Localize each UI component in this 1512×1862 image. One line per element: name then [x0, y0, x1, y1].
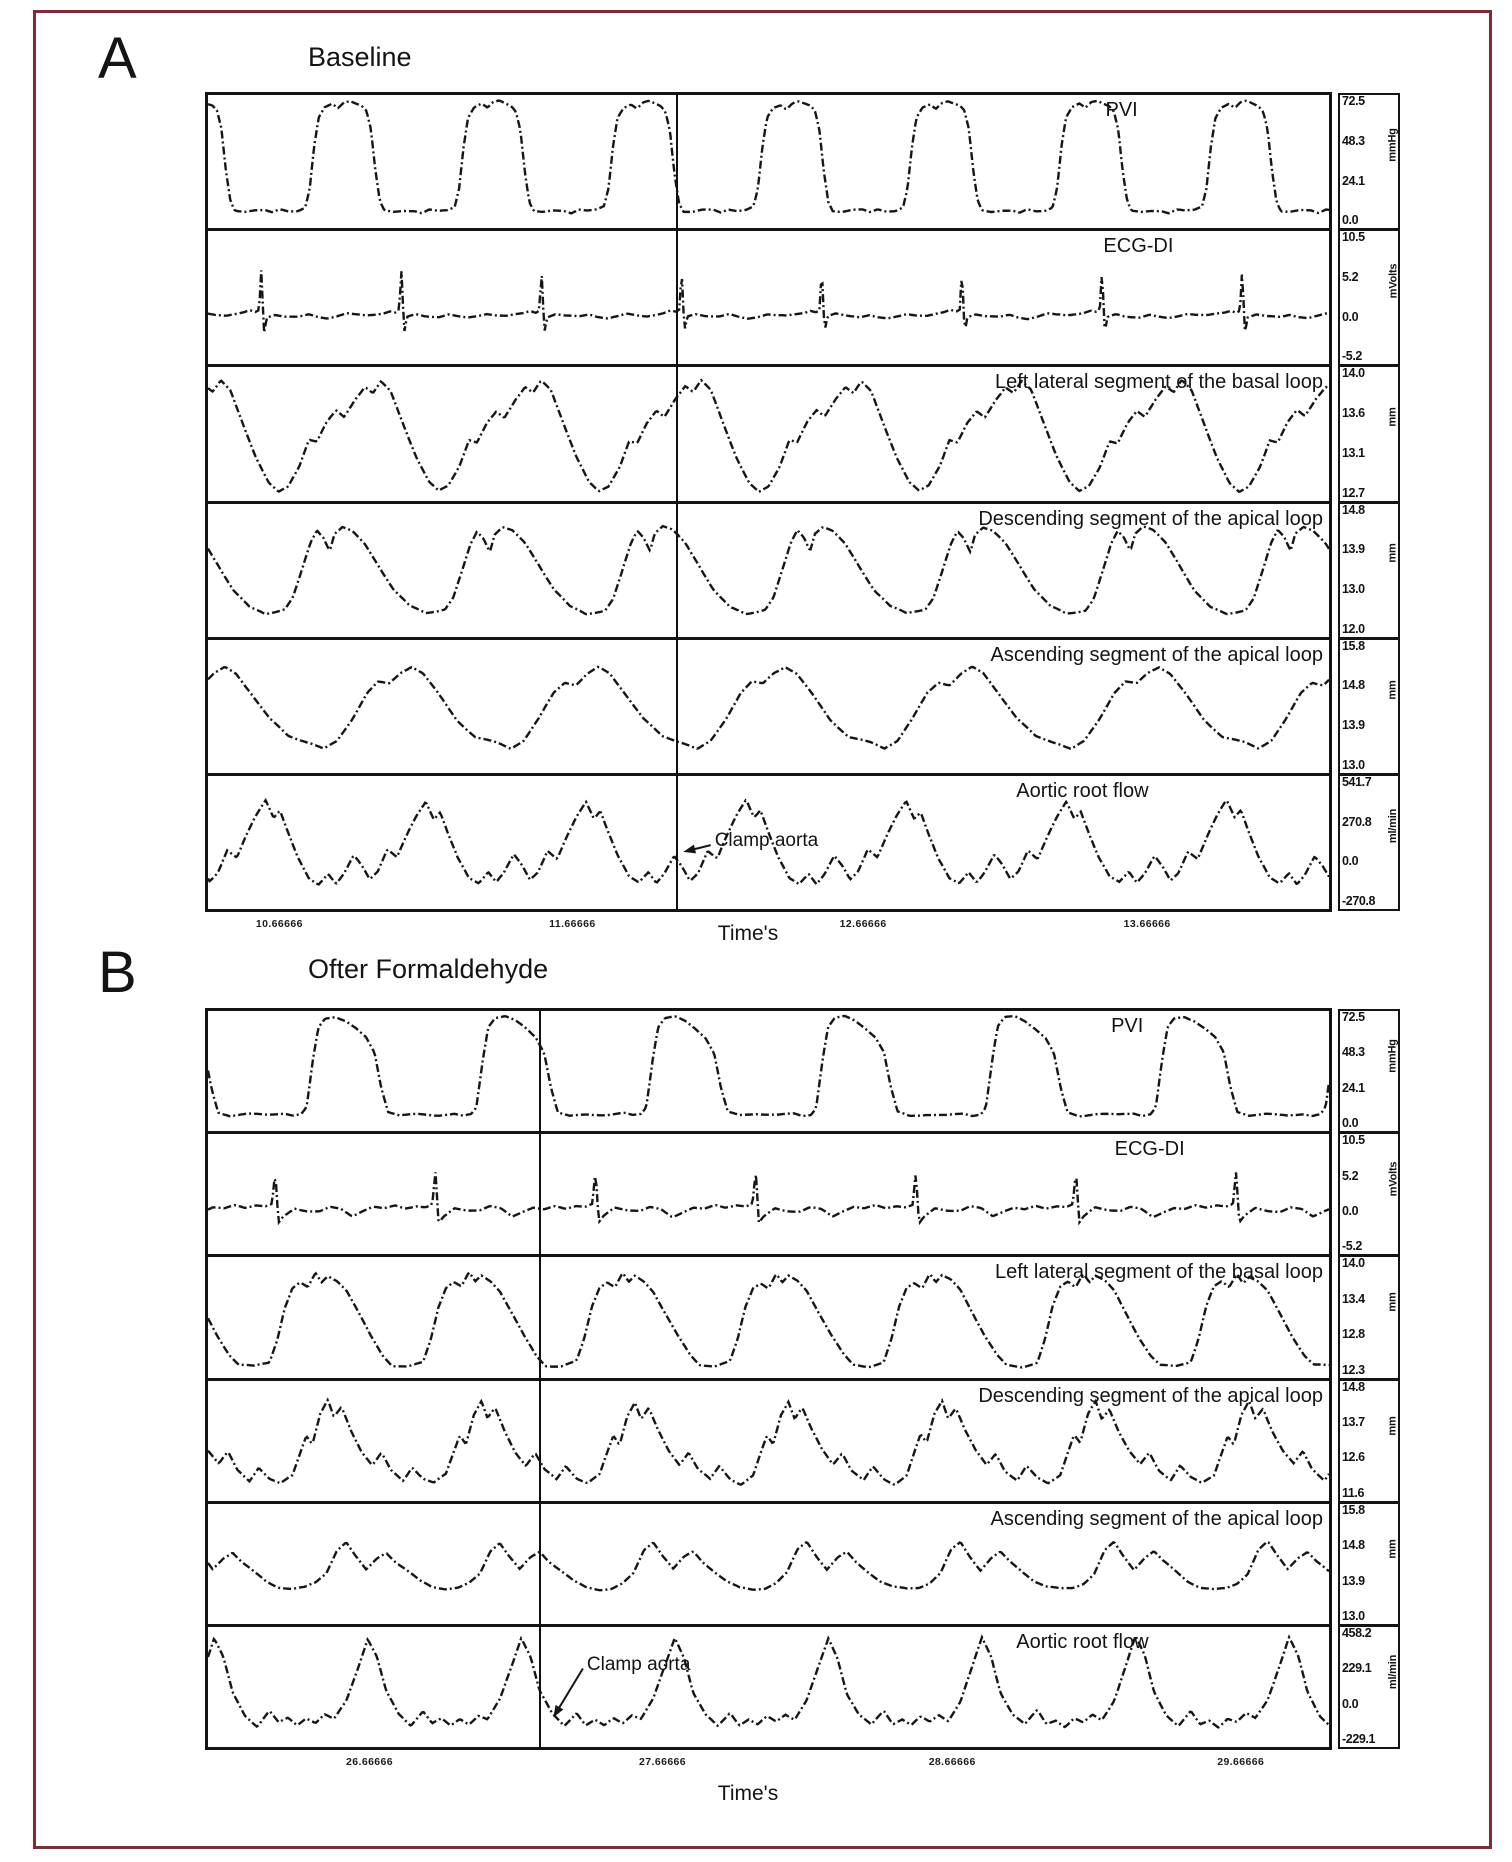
y-tick-value: 5.2: [1342, 1168, 1359, 1183]
trace-label-aortic-root-flow: Aortic root flow: [1016, 779, 1149, 802]
y-tick-value: 12.8: [1342, 1327, 1365, 1342]
y-tick-value: 72.5: [1342, 1010, 1365, 1024]
annotation-clamp-aorta: Clamp aorta: [714, 830, 819, 852]
y-tick-value: 24.1: [1342, 173, 1365, 188]
y-tick-value: 72.5: [1342, 94, 1365, 108]
unit-label: mm: [1387, 543, 1400, 564]
y-tick-value: 14.8: [1342, 1379, 1365, 1394]
y-tick-value: 48.3: [1342, 133, 1365, 148]
scale-box-descending-segment-of-the-apical-loop: [1338, 502, 1400, 639]
scale-box-ecg-di: [1338, 1132, 1400, 1256]
y-tick-value: 14.8: [1342, 502, 1365, 517]
unit-label: mm: [1387, 1539, 1400, 1559]
panel-b-title: Ofter Formaldehyde: [308, 954, 549, 984]
unit-label: mm: [1387, 1415, 1400, 1436]
x-tick-label: 10.66666: [255, 918, 303, 930]
trace-label-ascending-segment-of-the-apical-loop: Ascending segment of the apical loop: [990, 643, 1323, 666]
trace-row-left-lateral-segment-of-the-basal-loop: [208, 364, 1400, 500]
trace-label-left-lateral-segment-of-the-basal-loop: Left lateral segment of the basal loop: [995, 371, 1323, 394]
trace-label-ascending-segment-of-the-apical-loop: Ascending segment of the apical loop: [990, 1507, 1323, 1530]
unit-label: mVolts: [1387, 263, 1400, 299]
y-tick-value: 13.9: [1342, 542, 1365, 557]
cursor-line: [676, 95, 678, 909]
y-tick-value: 13.0: [1342, 757, 1365, 772]
scale-box-aortic-root-flow: [1338, 1625, 1400, 1749]
y-tick-value: 13.0: [1342, 1608, 1365, 1623]
trace-label-pvi: PVI: [1105, 99, 1138, 121]
y-tick-value: 0.0: [1342, 1696, 1359, 1711]
trace-label-ecg-di: ECG-DI: [1103, 235, 1174, 258]
unit-label: mmHg: [1387, 128, 1399, 162]
scale-box-ascending-segment-of-the-apical-loop: [1338, 638, 1400, 775]
waveform-path: [208, 271, 1329, 333]
trace-row-ascending-segment-of-the-apical-loop: [208, 637, 1400, 773]
trace-row-ecg-di: [208, 228, 1400, 364]
trace-row-left-lateral-segment-of-the-basal-loop: [208, 1254, 1400, 1377]
x-tick-label: 13.66666: [1123, 918, 1171, 930]
y-tick-value: 0.0: [1342, 1116, 1359, 1131]
waveform-path: [208, 1273, 1329, 1368]
unit-label: ml/min: [1387, 1654, 1399, 1690]
x-tick-label: 27.66666: [639, 1756, 687, 1768]
trace-label-descending-segment-of-the-apical-loop: Descending segment of the apical loop: [978, 507, 1323, 530]
unit-label: mm: [1387, 1292, 1400, 1312]
waveform-path: [208, 1172, 1329, 1222]
panel-a-plot-stack: [205, 92, 1400, 912]
y-tick-value: 11.6: [1342, 1485, 1365, 1500]
trace-row-descending-segment-of-the-apical-loop: [208, 501, 1400, 637]
scale-box-left-lateral-segment-of-the-basal-loop: [1338, 1255, 1400, 1379]
panel-b-x-axis-title: Time's: [717, 1782, 779, 1805]
waveform-path: [208, 667, 1329, 749]
annotation-clamp-aorta: Clamp aorta: [586, 1653, 691, 1675]
panel-b-letter: B: [98, 940, 138, 1005]
y-tick-value: 13.0: [1342, 582, 1365, 597]
waveform-path: [208, 1541, 1329, 1589]
y-tick-value: 13.6: [1342, 406, 1365, 421]
y-tick-value: 0.0: [1342, 309, 1359, 324]
y-tick-value: 13.9: [1342, 1573, 1365, 1588]
scale-box-left-lateral-segment-of-the-basal-loop: [1338, 365, 1400, 502]
panel-b-plot-stack: [205, 1008, 1400, 1750]
y-tick-value: 14.0: [1342, 366, 1365, 381]
waveform-path: [208, 1016, 1329, 1116]
y-tick-value: 541.7: [1342, 774, 1372, 789]
y-tick-value: 13.1: [1342, 445, 1365, 460]
unit-label: ml/min: [1387, 808, 1399, 843]
y-tick-value: 0.0: [1342, 1204, 1359, 1219]
y-tick-value: -5.2: [1342, 349, 1362, 364]
y-tick-value: 12.7: [1342, 485, 1365, 500]
y-tick-value: 12.0: [1342, 621, 1365, 636]
trace-row-ascending-segment-of-the-apical-loop: [208, 1501, 1400, 1624]
trace-label-pvi: PVI: [1111, 1015, 1144, 1037]
waveform-path: [208, 101, 1329, 214]
x-tick-label: 12.66666: [839, 918, 887, 930]
y-tick-value: 14.8: [1342, 1538, 1365, 1553]
y-tick-value: -5.2: [1342, 1239, 1362, 1254]
y-tick-value: 12.3: [1342, 1362, 1365, 1377]
trace-label-ecg-di: ECG-DI: [1114, 1138, 1185, 1161]
y-tick-value: -270.8: [1342, 894, 1376, 909]
waveform-path: [208, 1400, 1329, 1485]
trace-row-ecg-di: [208, 1131, 1400, 1254]
y-tick-value: 5.2: [1342, 269, 1359, 284]
waveform-path: [208, 1636, 1329, 1727]
scale-box-pvi: [1338, 1009, 1400, 1133]
waveform-path: [208, 381, 1329, 493]
trace-label-aortic-root-flow: Aortic root flow: [1016, 1630, 1149, 1653]
y-tick-value: 15.8: [1342, 638, 1365, 653]
scale-box-pvi: [1338, 93, 1400, 230]
y-tick-value: 10.5: [1342, 1133, 1365, 1148]
y-tick-value: 14.8: [1342, 678, 1365, 693]
panel-a-x-axis-title: Time's: [717, 922, 779, 945]
y-tick-value: 229.1: [1342, 1661, 1372, 1676]
unit-label: mmHg: [1387, 1039, 1399, 1073]
panel-a-letter: A: [98, 26, 138, 91]
x-tick-label: 26.66666: [346, 1756, 394, 1768]
waveform-pvi: [208, 95, 1329, 228]
scale-box-aortic-root-flow: [1338, 774, 1400, 911]
waveform-pvi: [208, 1011, 1329, 1131]
waveform-path: [208, 526, 1329, 614]
y-tick-value: 24.1: [1342, 1080, 1365, 1095]
y-tick-value: 12.6: [1342, 1450, 1365, 1465]
trace-row-aortic-root-flow: [208, 1624, 1399, 1747]
y-tick-value: 458.2: [1342, 1625, 1372, 1640]
cursor-line: [539, 1011, 541, 1747]
y-tick-value: 14.0: [1342, 1256, 1365, 1271]
scale-box-descending-segment-of-the-apical-loop: [1338, 1379, 1400, 1503]
trace-label-left-lateral-segment-of-the-basal-loop: Left lateral segment of the basal loop: [995, 1261, 1323, 1284]
trace-row-pvi: [208, 1010, 1399, 1131]
y-tick-value: 13.9: [1342, 718, 1365, 733]
unit-label: mVolts: [1387, 1161, 1400, 1197]
trace-label-descending-segment-of-the-apical-loop: Descending segment of the apical loop: [978, 1384, 1323, 1407]
trace-row-descending-segment-of-the-apical-loop: [208, 1378, 1400, 1501]
y-tick-value: 13.4: [1342, 1291, 1365, 1306]
trace-row-pvi: [208, 94, 1399, 228]
y-tick-value: 13.7: [1342, 1414, 1365, 1429]
y-tick-value: 0.0: [1342, 213, 1359, 228]
panel-a-title: Baseline: [308, 42, 412, 72]
y-tick-value: 0.0: [1342, 854, 1359, 869]
y-tick-value: 15.8: [1342, 1502, 1365, 1517]
y-tick-value: 270.8: [1342, 814, 1372, 829]
unit-label: mm: [1387, 680, 1400, 700]
y-tick-value: -229.1: [1342, 1732, 1376, 1747]
waveform-aortic-root-flow: [208, 1627, 1329, 1747]
unit-label: mm: [1387, 407, 1400, 427]
x-tick-label: 11.66666: [549, 918, 596, 930]
y-tick-value: 48.3: [1342, 1045, 1365, 1060]
y-tick-value: 10.5: [1342, 230, 1365, 245]
x-tick-label: 29.66666: [1217, 1756, 1265, 1768]
scale-box-ascending-segment-of-the-apical-loop: [1338, 1502, 1400, 1626]
scale-box-ecg-di: [1338, 229, 1400, 366]
x-tick-label: 28.66666: [928, 1756, 976, 1768]
